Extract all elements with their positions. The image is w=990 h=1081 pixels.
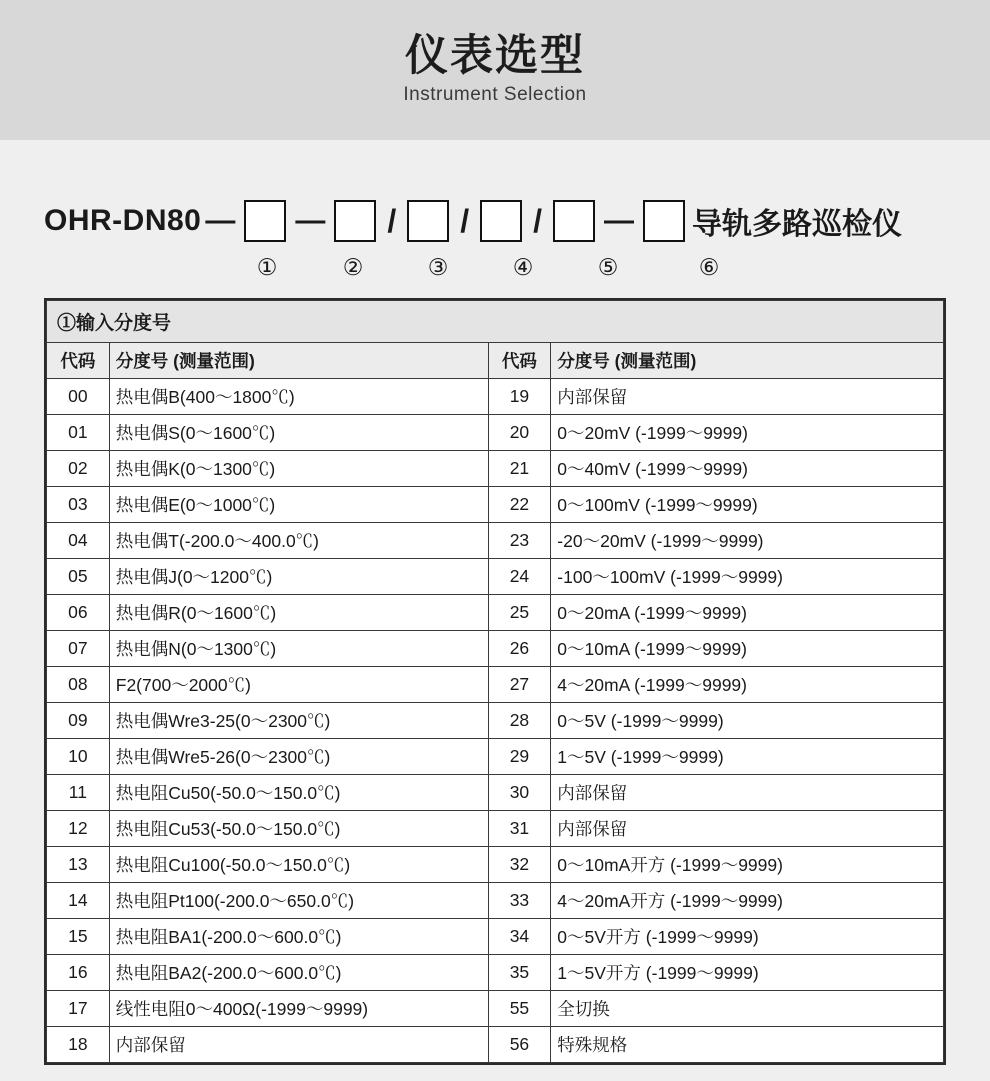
table-row <box>47 667 944 703</box>
cell-desc-right: 4～20mA开方 (-1999～9999) <box>551 883 944 919</box>
table-body <box>47 301 944 1063</box>
cell-code-left: 08 <box>47 667 110 703</box>
model-slot-5[interactable] <box>553 200 595 242</box>
cell-code-right: 31 <box>488 811 551 847</box>
cell-code-right: 28 <box>488 703 551 739</box>
table-row <box>47 559 944 595</box>
table-section-header-row <box>47 301 944 343</box>
cell-desc-left: 热电偶B(400～1800℃) <box>109 379 488 415</box>
table-row <box>47 739 944 775</box>
model-dash-1: — <box>205 204 236 237</box>
cell-desc-right: 特殊规格 <box>551 1027 944 1063</box>
input-code-table <box>44 298 946 1065</box>
cell-desc-left: 热电偶Wre5-26(0～2300℃) <box>109 739 488 775</box>
cell-desc-left: 热电偶K(0～1300℃) <box>109 451 488 487</box>
cell-desc-right: 0～5V开方 (-1999～9999) <box>551 919 944 955</box>
model-marker-2: ② <box>342 253 364 280</box>
table-row <box>47 883 944 919</box>
table-row <box>47 955 944 991</box>
cell-code-left: 18 <box>47 1027 110 1063</box>
cell-code-left: 14 <box>47 883 110 919</box>
cell-desc-left: 热电阻Cu100(-50.0～150.0℃) <box>109 847 488 883</box>
cell-code-right: 20 <box>488 415 551 451</box>
cell-code-right: 32 <box>488 847 551 883</box>
table-row <box>47 847 944 883</box>
cell-desc-left: 内部保留 <box>109 1027 488 1063</box>
model-marker-3: ③ <box>427 253 449 280</box>
section-title: ①输入分度号 <box>47 301 944 343</box>
cell-code-right: 26 <box>488 631 551 667</box>
model-dash-2: — <box>295 204 326 237</box>
page-subtitle: Instrument Selection <box>403 83 587 105</box>
cell-desc-right: 内部保留 <box>551 379 944 415</box>
table-row <box>47 631 944 667</box>
cell-desc-right: 1～5V开方 (-1999～9999) <box>551 955 944 991</box>
cell-desc-left: 热电偶J(0～1200℃) <box>109 559 488 595</box>
header-desc-right: 分度号 (测量范围) <box>551 343 944 379</box>
model-slash-3: / <box>533 202 543 239</box>
cell-code-left: 16 <box>47 955 110 991</box>
table-row <box>47 775 944 811</box>
cell-desc-left: 热电偶S(0～1600℃) <box>109 415 488 451</box>
cell-desc-right: 0～100mV (-1999～9999) <box>551 487 944 523</box>
cell-code-right: 56 <box>488 1027 551 1063</box>
cell-code-right: 34 <box>488 919 551 955</box>
header-desc-left: 分度号 (测量范围) <box>109 343 488 379</box>
cell-desc-right: 内部保留 <box>551 811 944 847</box>
cell-code-right: 19 <box>488 379 551 415</box>
cell-code-left: 01 <box>47 415 110 451</box>
cell-code-right: 30 <box>488 775 551 811</box>
cell-desc-left: F2(700～2000℃) <box>109 667 488 703</box>
cell-desc-left: 热电阻Cu50(-50.0～150.0℃) <box>109 775 488 811</box>
model-marker-6: ⑥ <box>698 253 720 280</box>
cell-desc-right: 内部保留 <box>551 775 944 811</box>
table-row <box>47 703 944 739</box>
cell-code-right: 35 <box>488 955 551 991</box>
model-slot-4[interactable] <box>480 200 522 242</box>
model-slot-3[interactable] <box>407 200 449 242</box>
cell-code-right: 24 <box>488 559 551 595</box>
model-marker-5: ⑤ <box>597 253 619 280</box>
page-title: 仪表选型 <box>405 32 585 81</box>
table-row <box>47 451 944 487</box>
cell-desc-right: 0～10mA (-1999～9999) <box>551 631 944 667</box>
cell-code-left: 10 <box>47 739 110 775</box>
cell-code-right: 23 <box>488 523 551 559</box>
cell-desc-right: 1～5V (-1999～9999) <box>551 739 944 775</box>
cell-code-left: 05 <box>47 559 110 595</box>
table-row <box>47 811 944 847</box>
cell-desc-right: 0～10mA开方 (-1999～9999) <box>551 847 944 883</box>
cell-code-left: 00 <box>47 379 110 415</box>
cell-desc-left: 热电偶Wre3-25(0～2300℃) <box>109 703 488 739</box>
table-row <box>47 1027 944 1063</box>
model-marker-1: ① <box>256 253 278 280</box>
page-banner <box>0 0 990 140</box>
model-dash-3: — <box>604 204 635 237</box>
cell-code-left: 09 <box>47 703 110 739</box>
table-row <box>47 991 944 1027</box>
cell-desc-left: 热电阻BA1(-200.0～600.0℃) <box>109 919 488 955</box>
table-row <box>47 523 944 559</box>
cell-desc-right: -100～100mV (-1999～9999) <box>551 559 944 595</box>
cell-code-right: 21 <box>488 451 551 487</box>
cell-desc-right: 全切换 <box>551 991 944 1027</box>
cell-desc-right: 0～5V (-1999～9999) <box>551 703 944 739</box>
cell-desc-left: 热电阻BA2(-200.0～600.0℃) <box>109 955 488 991</box>
cell-desc-left: 热电阻Cu53(-50.0～150.0℃) <box>109 811 488 847</box>
table-row <box>47 919 944 955</box>
table-row <box>47 415 944 451</box>
cell-desc-left: 热电偶T(-200.0～400.0℃) <box>109 523 488 559</box>
cell-desc-left: 线性电阻0～400Ω(-1999～9999) <box>109 991 488 1027</box>
model-code-area <box>0 140 990 282</box>
cell-desc-right: 0～40mV (-1999～9999) <box>551 451 944 487</box>
model-slash-1: / <box>387 202 397 239</box>
table-header-row <box>47 343 944 379</box>
cell-desc-right: 0～20mA (-1999～9999) <box>551 595 944 631</box>
cell-code-left: 15 <box>47 919 110 955</box>
cell-code-right: 22 <box>488 487 551 523</box>
cell-code-left: 02 <box>47 451 110 487</box>
cell-code-left: 03 <box>47 487 110 523</box>
cell-code-left: 13 <box>47 847 110 883</box>
model-suffix: 导轨多路巡检仪 <box>692 208 903 241</box>
model-prefix: OHR-DN80 <box>44 204 202 237</box>
model-slot-6[interactable] <box>643 200 685 242</box>
cell-desc-right: 0～20mV (-1999～9999) <box>551 415 944 451</box>
cell-code-left: 17 <box>47 991 110 1027</box>
cell-code-right: 25 <box>488 595 551 631</box>
cell-code-left: 12 <box>47 811 110 847</box>
cell-desc-right: -20～20mV (-1999～9999) <box>551 523 944 559</box>
cell-code-left: 11 <box>47 775 110 811</box>
cell-desc-left: 热电偶E(0～1000℃) <box>109 487 488 523</box>
cell-desc-left: 热电偶R(0～1600℃) <box>109 595 488 631</box>
model-marker-row <box>0 252 990 282</box>
table-row <box>47 379 944 415</box>
cell-desc-right: 4～20mA (-1999～9999) <box>551 667 944 703</box>
model-code-line <box>0 198 990 244</box>
table-row <box>47 595 944 631</box>
model-slot-2[interactable] <box>334 200 376 242</box>
cell-code-right: 33 <box>488 883 551 919</box>
cell-code-right: 55 <box>488 991 551 1027</box>
cell-code-left: 04 <box>47 523 110 559</box>
cell-code-right: 27 <box>488 667 551 703</box>
model-marker-4: ④ <box>512 253 534 280</box>
cell-code-left: 06 <box>47 595 110 631</box>
cell-desc-left: 热电偶N(0～1300℃) <box>109 631 488 667</box>
table-row <box>47 487 944 523</box>
model-slot-1[interactable] <box>244 200 286 242</box>
header-code-right: 代码 <box>488 343 551 379</box>
cell-code-right: 29 <box>488 739 551 775</box>
cell-code-left: 07 <box>47 631 110 667</box>
header-code-left: 代码 <box>47 343 110 379</box>
model-slash-2: / <box>460 202 470 239</box>
cell-desc-left: 热电阻Pt100(-200.0～650.0℃) <box>109 883 488 919</box>
